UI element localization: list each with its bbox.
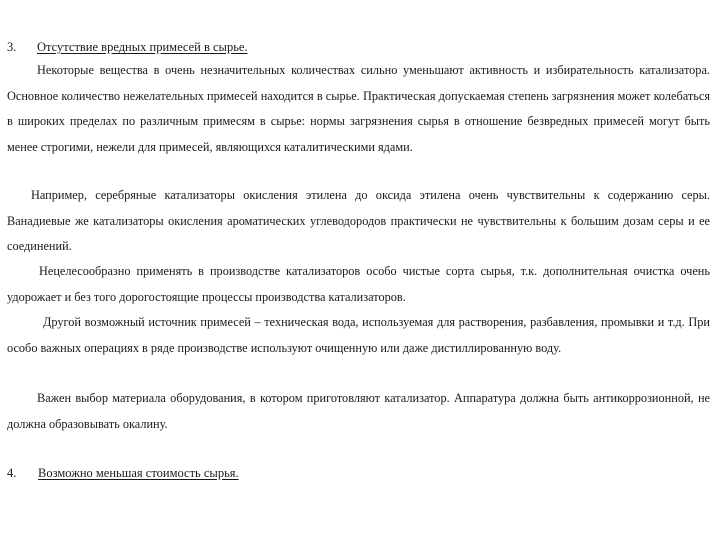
paragraph-pure-raw-materials: Нецелесообразно применять в производстве катализаторов особо чистые сорта сырья, т.к. дополнительная очистка очень удорожает и без того дорогостоящие процессы производства катализаторов. xyxy=(7,264,710,304)
section-3-number: 3. xyxy=(7,40,17,54)
paragraph-equipment-material: Важен выбор материала оборудования, в котором приготовляют катализатор. Аппаратура должна быть антикоррозионной, не должна образовывать окалину. xyxy=(7,391,710,431)
section-3-title: Отсутствие вредных примесей в сырье. xyxy=(37,40,248,54)
section-3-heading xyxy=(7,39,248,55)
section-4-number: 4. xyxy=(7,466,17,480)
section-4-title: Возможно меньшая стоимость сырья. xyxy=(38,466,239,480)
paragraph-impurities-intro: Некоторые вещества в очень незначительных количествах сильно уменьшают активность и избирательность катализатора. Основное количество нежелательных примесей находится в сырье. Практическая допускаемая степень загрязнения может колебаться в широких пределах по различным примесям в сырье: нормы загрязнения сырья в отношение безвредных примесей могут быть менее строгими, нежели для примесей, являющихся каталитическими ядами. xyxy=(7,63,710,154)
section-4-heading xyxy=(7,465,239,481)
paragraph-silver-vanadium-example: Например, серебряные катализаторы окисления этилена до оксида этилена очень чувствительны к содержанию серы. Ванадиевые же катализаторы окисления ароматических углеводородов практически не чувствительны к большим дозам серы и ее соединений. xyxy=(7,188,710,254)
paragraph-technical-water: Другой возможный источник примесей – техническая вода, используемая для растворения, разбавления, промывки и т.д. При особо важных операциях в ряде производстве используют очищенную или даже дистиллированную воду. xyxy=(7,315,710,355)
